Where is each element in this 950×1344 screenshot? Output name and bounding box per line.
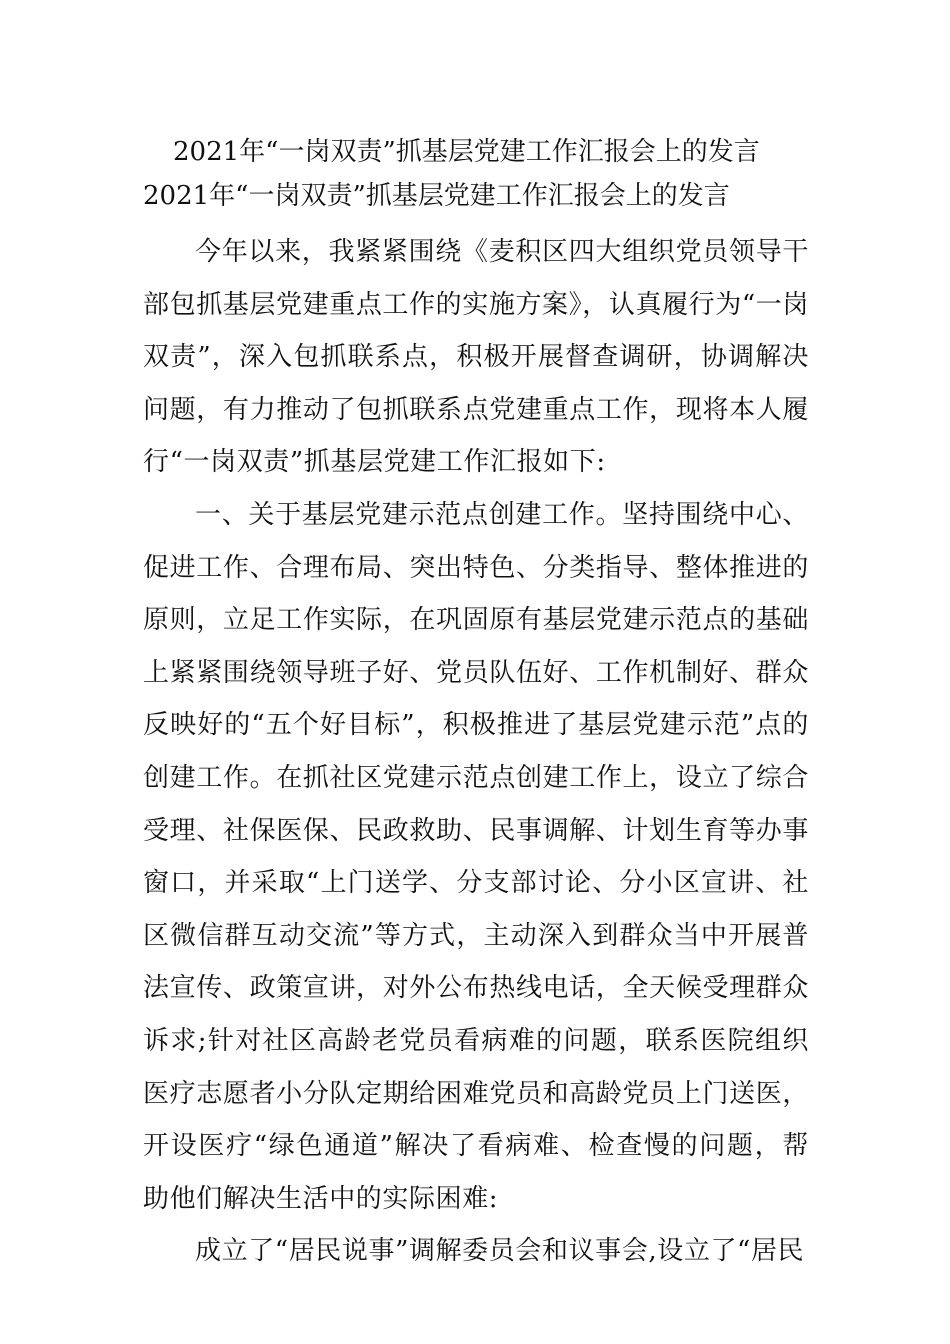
document-subtitle: 2021年“一岗双责”抓基层党建工作汇报会上的发言 bbox=[143, 181, 730, 211]
document-title: 2021年“一岗双责”抓基层党建工作汇报会上的发言 bbox=[173, 137, 760, 167]
paragraph-section-one: 一、关于基层党建示范点创建工作。坚持围绕中心、促进工作、合理布局、突出特色、分类指导、整体推进的原则，立足工作实际，在巩固原有基层党建示范点的基础上紧紧围绕领导班子好、党员队伍好、工作机制好、群众反映好的“五个好目标”，积极推进了基层党建示范”点的创建工作。在抓社区党建示范点创建工作上，设立了综合受理、社保医保、民政救助、民事调解、计划生育等办事窗口，并采取“上门送学、分支部讨论、分小区宣讲、社区微信群互动交流”等方式，主动深入到群众当中开展普法宣传、政策宣讲，对外公布热线电话，全天候受理群众诉求;针对社区高龄老党员看病难的问题，联系医院组织医疗志愿者小分队定期给困难党员和高龄党员上门送医，开设医疗“绿色通道”解决了看病难、检查慢的问题，帮助他们解决生活中的实际困难: bbox=[143, 499, 809, 1214]
paragraph-continuation: 成立了“居民说事”调解委员会和议事会,设立了“居民 bbox=[195, 1236, 805, 1267]
document-body bbox=[143, 130, 809, 1278]
paragraph-intro: 今年以来，我紧紧围绕《麦积区四大组织党员领导干部包抓基层党建重点工作的实施方案》，认真履行为“一岗双责”，深入包抓联系点，积极开展督查调研，协调解决问题，有力推动了包抓联系点党建重点工作，现将本人履行“一岗双责”抓基层党建工作汇报如下: bbox=[143, 237, 809, 478]
